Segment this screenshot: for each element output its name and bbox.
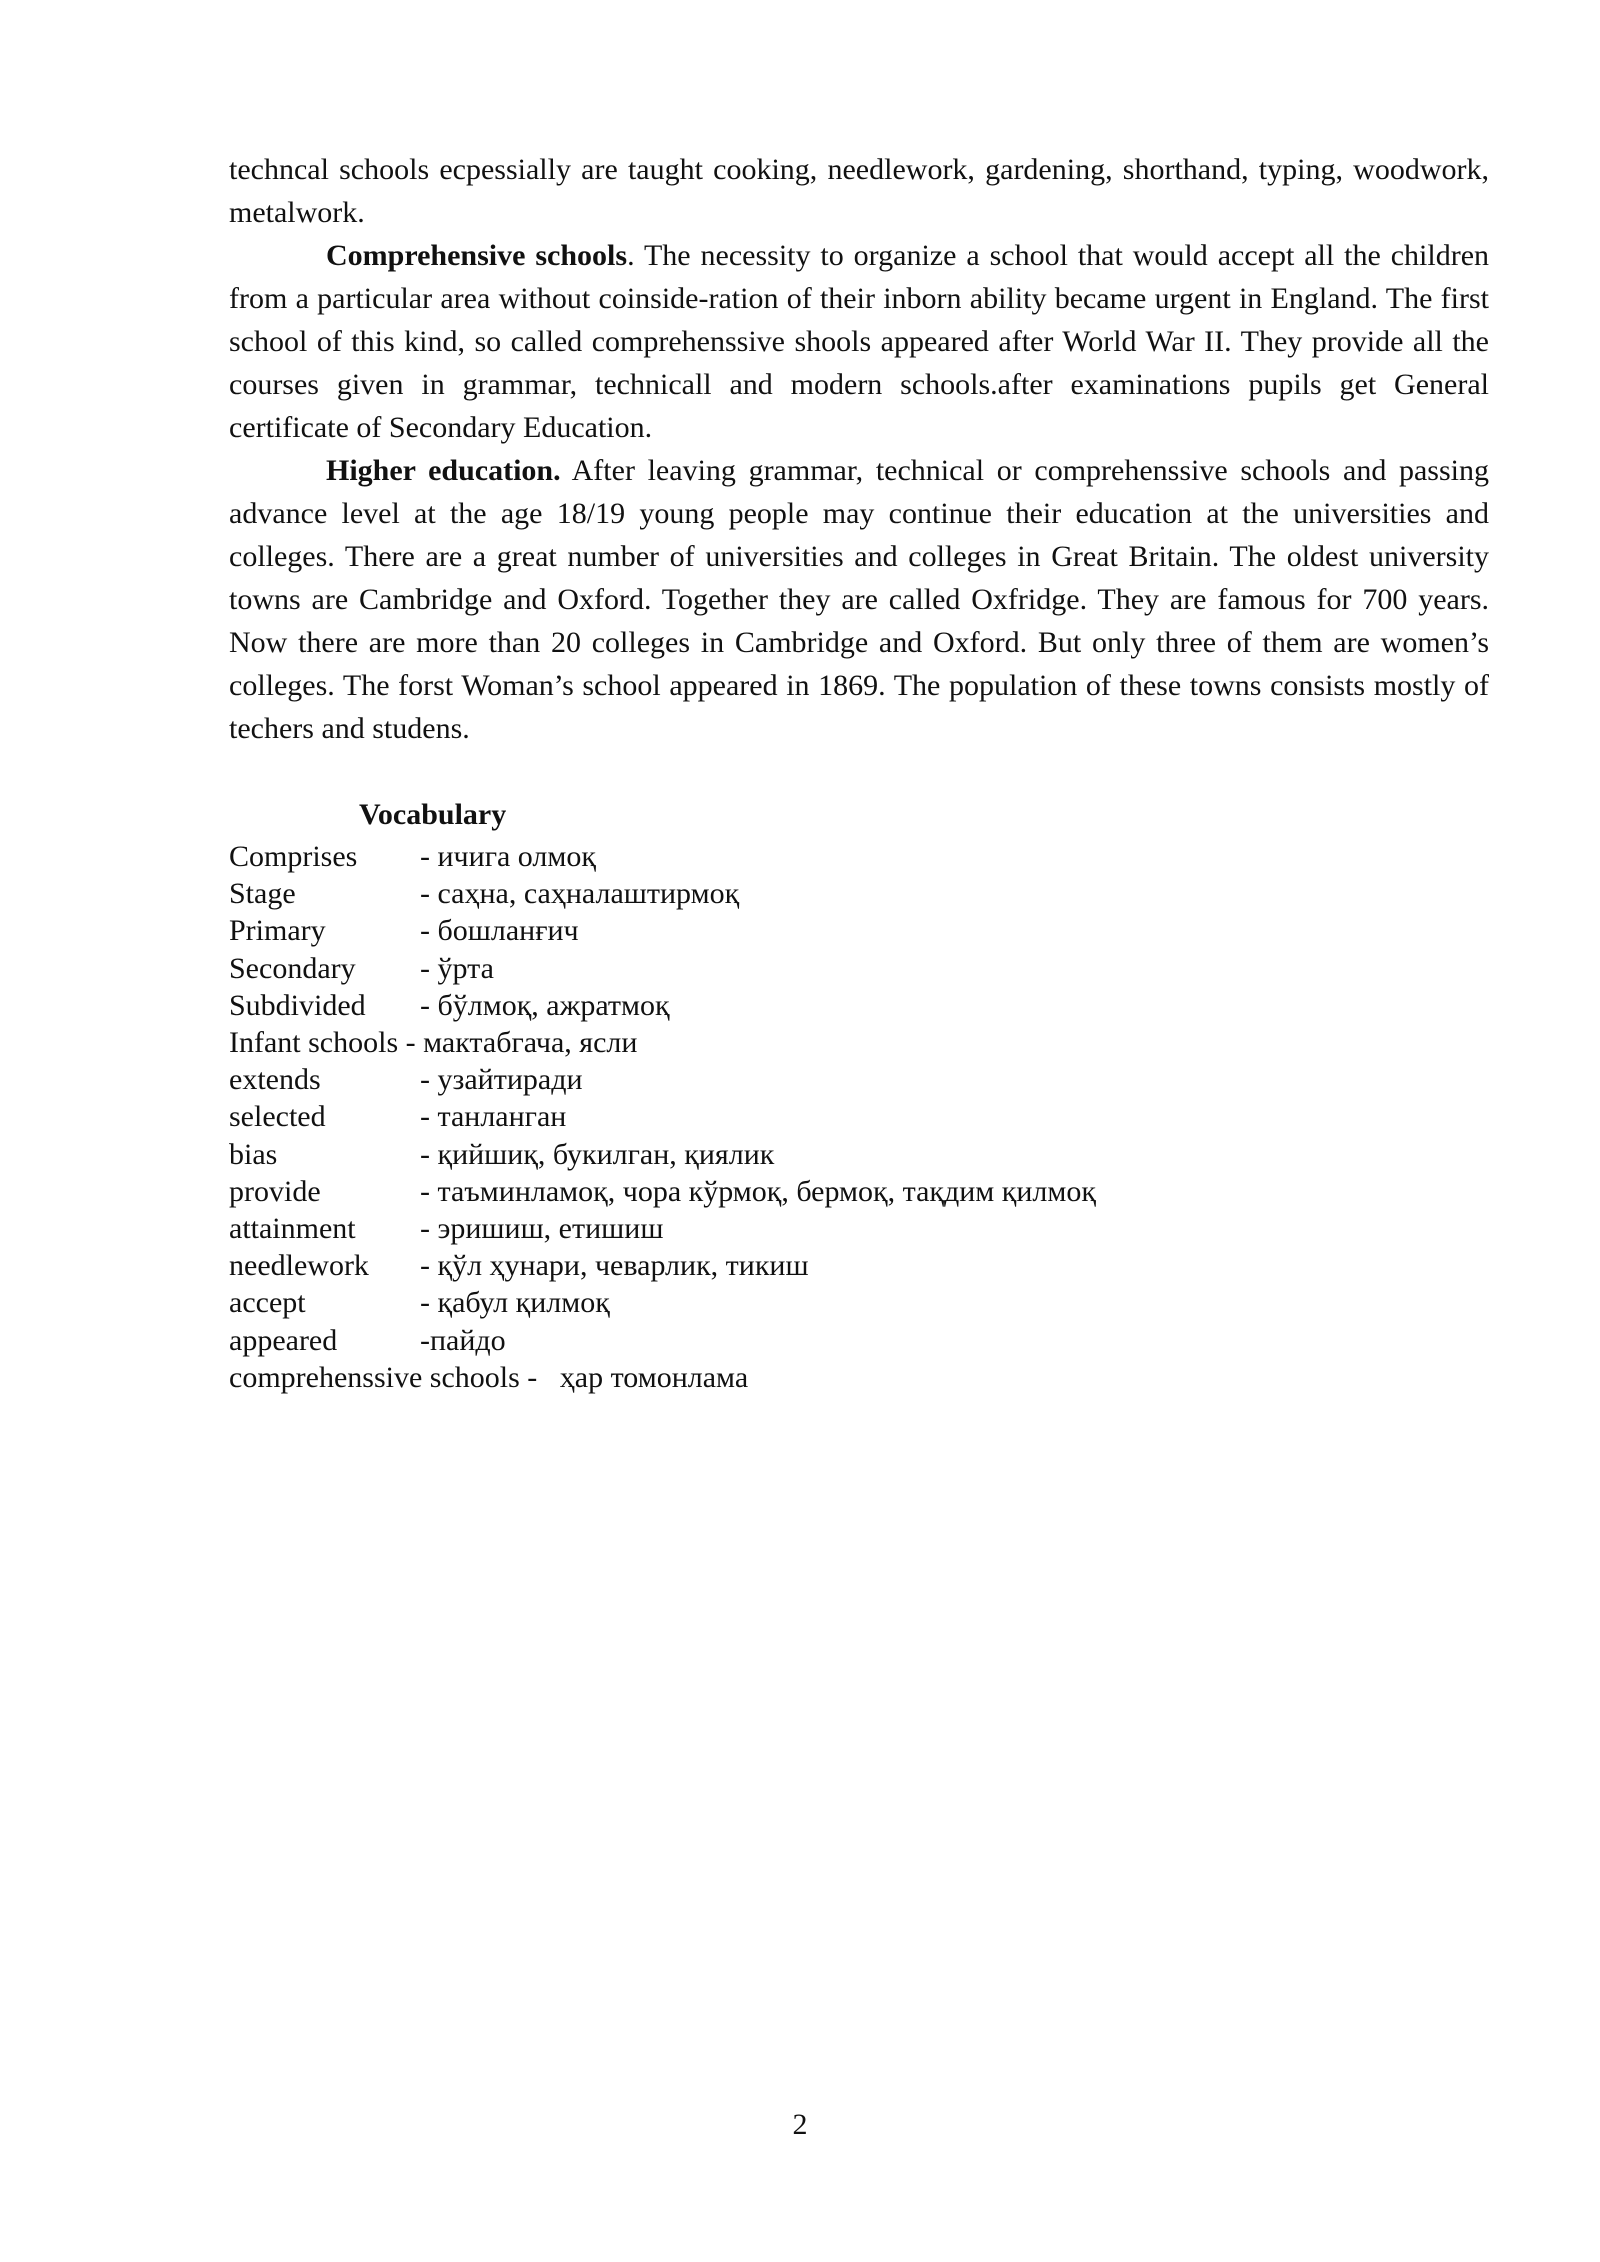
vocabulary-translation: - ичига олмоқ xyxy=(420,840,596,873)
vocabulary-item xyxy=(229,950,1429,987)
vocabulary-term: bias xyxy=(229,1137,278,1171)
vocabulary-item xyxy=(229,1136,1429,1173)
paragraph-higher-education xyxy=(229,449,1489,750)
vocabulary-translation: - бошланғич xyxy=(420,914,579,948)
vocabulary-item xyxy=(229,1098,1429,1135)
vocabulary-item xyxy=(229,1322,1429,1359)
vocabulary-term: Stage xyxy=(229,877,296,911)
vocabulary-translation: -пайдо xyxy=(420,1323,506,1357)
vocabulary-term: accept xyxy=(229,1286,306,1320)
vocabulary-item xyxy=(229,1024,1429,1061)
vocabulary-translation: - эришиш, етишиш xyxy=(420,1212,664,1246)
vocabulary-translation: - таъминламоқ, чора кўрмоқ, бермоқ, тақдим қилмоқ xyxy=(420,1174,1096,1208)
vocabulary-term: Secondary xyxy=(229,951,356,985)
vocabulary-item xyxy=(229,1061,1429,1098)
vocabulary-translation: - танланган xyxy=(420,1100,567,1134)
vocabulary-translation: - бўлмоқ, ажратмоқ xyxy=(420,988,670,1022)
vocabulary-term: Comprises xyxy=(229,840,358,873)
vocabulary-translation: - мактабгача, ясли xyxy=(405,1026,638,1060)
paragraph-lead: Higher education. xyxy=(326,454,561,487)
vocabulary-item xyxy=(229,875,1429,912)
paragraph-text: techncal schools ecpessially are taught cooking, needlework, gardening, shorthand, typing, woodwork, metalwork. xyxy=(229,153,1489,229)
vocabulary-item xyxy=(229,1173,1429,1210)
vocabulary-term: provide xyxy=(229,1174,321,1208)
vocabulary-translation: - ўрта xyxy=(420,951,494,985)
vocabulary-translation: - узайтиради xyxy=(420,1063,583,1097)
vocabulary-term: extends xyxy=(229,1063,321,1097)
paragraph-comprehensive-schools xyxy=(229,234,1489,449)
vocabulary-term: appeared xyxy=(229,1323,338,1357)
vocabulary-term: selected xyxy=(229,1100,326,1134)
vocabulary-translation: - қабул қилмоқ xyxy=(420,1286,610,1320)
vocabulary-translation: - қўл ҳунари, чеварлик, тикиш xyxy=(420,1249,809,1283)
vocabulary-term: comprehenssive schools - xyxy=(229,1360,538,1394)
vocabulary-translation: ҳар томонлама xyxy=(544,1360,749,1394)
vocabulary-item xyxy=(229,1247,1429,1284)
vocabulary-translation: - саҳна, саҳналаштирмоқ xyxy=(420,877,740,911)
paragraph-technical-schools xyxy=(229,148,1489,234)
body-text xyxy=(229,148,1489,750)
vocabulary-heading: Vocabulary xyxy=(359,798,507,831)
vocabulary-item xyxy=(229,1284,1429,1321)
paragraph-text: . The necessity to organize a school that would accept all the children from a particular area without coinside-ration of their inborn ability became urgent in England. The first school of this kind, so called comprehenssive shools appeared after World War II. They provide all the courses given in grammar, technicall and modern schools.after examinations pupils get General certificate of Secondary Education. xyxy=(229,239,1490,444)
vocabulary-term: Infant schools xyxy=(229,1026,399,1060)
vocabulary-item xyxy=(229,1210,1429,1247)
vocabulary-translation: - қийшиқ, букилган, қиялик xyxy=(420,1137,775,1171)
paragraph-text: After leaving grammar, technical or comprehenssive schools and passing advance level at the age 18/19 young people may continue their education at the universities and colleges. There are a great number of universities and colleges in Great Britain. The oldest university towns are Cambridge and Oxford. Together they are called Oxfridge. They are famous for 700 years. Now there are more than 20 colleges in Cambridge and Oxford. But only three of them are women’s colleges. The forst Woman’s school appeared in 1869. The population of these towns consists mostly of techers and studens. xyxy=(229,454,1489,745)
vocabulary-term: Primary xyxy=(229,914,326,948)
vocabulary-item xyxy=(229,912,1429,949)
vocabulary-list xyxy=(229,838,1429,1396)
page-number: 2 xyxy=(792,2108,808,2141)
vocabulary-term: needlework xyxy=(229,1249,369,1283)
paragraph-lead: Comprehensive schools xyxy=(326,239,628,272)
vocabulary-term: Subdivided xyxy=(229,988,366,1022)
vocabulary-item xyxy=(229,987,1429,1024)
vocabulary-item xyxy=(229,1359,1429,1396)
vocabulary-term: attainment xyxy=(229,1212,356,1246)
vocabulary-item xyxy=(229,838,1429,875)
